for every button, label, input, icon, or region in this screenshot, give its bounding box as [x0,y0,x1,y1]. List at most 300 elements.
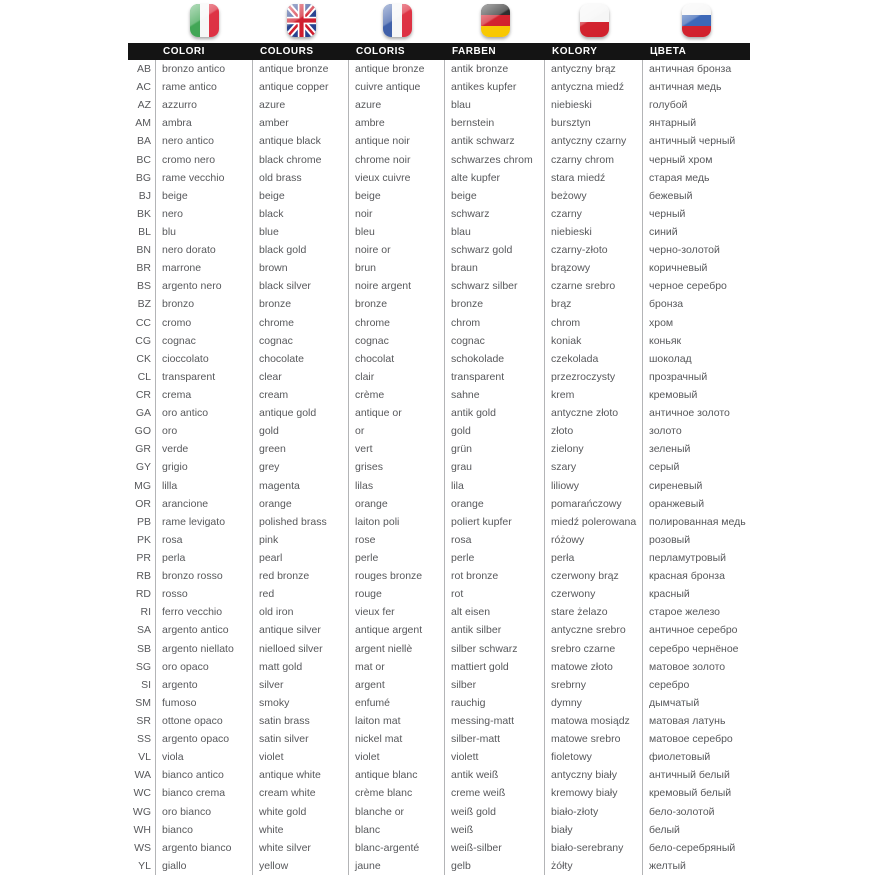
color-name-cell-english: chocolate [253,350,349,368]
color-code-cell: SA [128,621,156,639]
color-name-cell-italian: oro [156,422,253,440]
color-name-cell-polish: krem [545,386,643,404]
color-name-cell-italian: arancione [156,495,253,513]
table-row [128,60,750,78]
color-name-cell-french: noire or [349,241,445,259]
color-name-cell-french: antique noir [349,132,445,150]
flag-gloss-highlight [682,4,711,37]
color-name-cell-french: crème [349,386,445,404]
table-row [128,549,750,567]
color-name-cell-polish: matowe złoto [545,658,643,676]
color-name-cell-french: noire argent [349,277,445,295]
color-name-cell-english: antique gold [253,404,349,422]
table-row [128,223,750,241]
color-name-cell-polish: antyczna miedź [545,78,643,96]
color-name-cell-french: perle [349,549,445,567]
color-name-cell-french: orange [349,495,445,513]
color-name-cell-german: weiß-silber [445,839,545,857]
color-name-cell-polish: biały [545,821,643,839]
color-name-cell-russian: синий [649,226,678,239]
color-code-cell: OR [128,495,156,513]
color-name-cell-french: blanc-argenté [349,839,445,857]
color-name-cell-german: antikes kupfer [445,78,545,96]
color-name-cell-italian: giallo [156,857,253,875]
color-name-cell-italian: argento bianco [156,839,253,857]
table-row [128,151,750,169]
table-row [128,839,750,857]
color-name-cell-german: cognac [445,332,545,350]
color-name-cell-russian: серый [649,461,680,474]
color-name-cell-russian: античный белый [649,769,730,782]
color-name-cell-german: rot bronze [445,567,545,585]
flag-gloss-highlight [383,4,412,37]
france-flag-icon [383,4,412,37]
color-name-cell-french: ambre [349,114,445,132]
color-code-cell: RD [128,585,156,603]
color-code-cell: BK [128,205,156,223]
color-code-cell: WH [128,821,156,839]
table-row [128,440,750,458]
color-name-cell-polish: antyczne srebro [545,621,643,639]
color-name-cell-french: crème blanc [349,784,445,802]
color-code-cell: BA [128,132,156,150]
color-code-cell: CR [128,386,156,404]
color-name-cell-english: azure [253,96,349,114]
color-name-cell-polish: matowa mosiądz [545,712,643,730]
color-name-cell-russian: черный хром [649,153,713,166]
table-row [128,187,750,205]
color-name-cell-english: magenta [253,477,349,495]
color-name-cell-french: antique argent [349,621,445,639]
color-name-cell-polish: fioletowy [545,748,643,766]
color-name-cell-italian: bianco crema [156,784,253,802]
color-code-cell: BR [128,259,156,277]
color-code-cell: SR [128,712,156,730]
color-name-cell-english: black chrome [253,151,349,169]
color-name-cell-english: white silver [253,839,349,857]
color-name-cell-french: cuivre antique [349,78,445,96]
color-name-cell-german: antik schwarz [445,132,545,150]
color-code-cell: GY [128,458,156,476]
color-name-cell-italian: argento opaco [156,730,253,748]
table-row [128,114,750,132]
table-row [128,458,750,476]
color-name-cell-polish: czerwony brąz [545,567,643,585]
table-row [128,477,750,495]
color-name-cell-french: brun [349,259,445,277]
color-name-cell-russian: оранжевый [649,497,705,510]
color-name-cell-english: violet [253,748,349,766]
color-name-cell-italian: cioccolato [156,350,253,368]
color-name-cell-polish: żółty [545,857,643,875]
table-header [128,43,750,60]
color-name-cell-french: grises [349,458,445,476]
color-name-cell-polish: beżowy [545,187,643,205]
color-name-cell-french: mat or [349,658,445,676]
color-name-cell-russian: дымчатый [649,696,700,709]
color-name-cell-italian: grigio [156,458,253,476]
color-name-cell-polish: antyczny czarny [545,132,643,150]
color-name-cell-english: red bronze [253,567,349,585]
flag-gloss-highlight [580,4,609,37]
color-name-cell-polish: różowy [545,531,643,549]
color-code-cell: AZ [128,96,156,114]
color-name-cell-polish: szary [545,458,643,476]
color-name-cell-english: silver [253,676,349,694]
color-name-cell-italian: bronzo [156,295,253,313]
color-name-cell-french: lilas [349,477,445,495]
color-name-cell-german: bernstein [445,114,545,132]
flag-slot [445,4,545,37]
color-code-cell: BJ [128,187,156,205]
flag-gloss-highlight [287,4,316,37]
color-name-cell-italian: argento niellato [156,640,253,658]
color-name-cell-english: antique silver [253,621,349,639]
color-name-cell-russian: красный [649,588,690,601]
color-code-cell: PB [128,513,156,531]
color-name-cell-german: antik weiß [445,766,545,784]
color-name-cell-russian: матовое серебро [649,733,733,746]
color-name-cell-german: antik gold [445,404,545,422]
color-name-cell-english: cognac [253,332,349,350]
color-code-cell: RI [128,603,156,621]
color-name-cell-english: gold [253,422,349,440]
color-name-cell-russian: хром [649,316,674,329]
flag-slot [349,4,445,37]
color-name-cell-italian: rame vecchio [156,169,253,187]
color-name-cell-german: sahne [445,386,545,404]
flag-gloss-highlight [481,4,510,37]
color-name-cell-english: black silver [253,277,349,295]
color-code-cell: GA [128,404,156,422]
color-name-cell-russian: черное серебро [649,280,727,293]
column-header-kolory: KOLORY [552,46,598,57]
table-row [128,694,750,712]
color-name-cell-french: violet [349,748,445,766]
color-name-cell-italian: verde [156,440,253,458]
color-name-cell-german: transparent [445,368,545,386]
color-name-cell-french: rose [349,531,445,549]
color-name-cell-russian: красная бронза [649,570,725,583]
color-name-cell-polish: perła [545,549,643,567]
color-name-cell-german: violett [445,748,545,766]
color-name-cell-polish: biało-złoty [545,802,643,820]
color-code-cell: PK [128,531,156,549]
color-name-cell-polish: stara miedź [545,169,643,187]
color-name-cell-italian: oro bianco [156,802,253,820]
color-name-cell-french: blanc [349,821,445,839]
color-name-cell-polish: czarny chrom [545,151,643,169]
color-name-cell-english: white [253,821,349,839]
table-row [128,404,750,422]
germany-flag-icon [481,4,510,37]
color-name-cell-russian: античная медь [649,81,722,94]
table-row [128,314,750,332]
color-name-cell-italian: bianco antico [156,766,253,784]
color-name-cell-german: lila [445,477,545,495]
column-header-code [128,43,156,60]
color-name-cell-russian: матовая латунь [649,714,726,727]
color-name-cell-english: pearl [253,549,349,567]
color-code-cell: CG [128,332,156,350]
color-code-cell: RB [128,567,156,585]
table-row [128,603,750,621]
table-row [128,730,750,748]
color-name-cell-german: beige [445,187,545,205]
color-name-cell-russian: шоколад [649,352,692,365]
table-row [128,169,750,187]
color-name-cell-russian: старая медь [649,171,710,184]
flag-slot [156,4,253,37]
color-name-cell-english: orange [253,495,349,513]
color-name-cell-english: nielloed silver [253,640,349,658]
table-row [128,205,750,223]
color-name-cell-italian: crema [156,386,253,404]
table-row [128,712,750,730]
color-name-cell-french: antique blanc [349,766,445,784]
color-name-cell-french: cognac [349,332,445,350]
column-header-colori: COLORI [163,46,205,57]
color-name-cell-german: silber-matt [445,730,545,748]
color-code-cell: BN [128,241,156,259]
color-code-cell: BS [128,277,156,295]
color-name-cell-polish: brąz [545,295,643,313]
color-name-cell-russian: зеленый [649,443,691,456]
color-code-cell: MG [128,477,156,495]
color-name-cell-italian: nero dorato [156,241,253,259]
color-name-cell-italian: transparent [156,368,253,386]
color-name-cell-italian: oro opaco [156,658,253,676]
table-row [128,567,750,585]
color-name-cell-italian: bronzo antico [156,60,253,78]
color-name-cell-french: beige [349,187,445,205]
color-name-cell-polish: czekolada [545,350,643,368]
color-name-cell-german: alt eisen [445,603,545,621]
color-name-cell-english: antique bronze [253,60,349,78]
color-name-cell-russian: голубой [649,99,688,112]
color-name-cell-english: green [253,440,349,458]
table-row [128,259,750,277]
color-code-cell: PR [128,549,156,567]
color-name-cell-russian: античная бронза [649,63,732,76]
color-name-cell-polish: chrom [545,314,643,332]
color-name-cell-polish: czarny-złoto [545,241,643,259]
color-code-cell: SM [128,694,156,712]
color-name-cell-russian: античное серебро [649,624,738,637]
table-row [128,585,750,603]
color-name-cell-german: silber schwarz [445,640,545,658]
color-name-cell-russian: бело-серебряный [649,841,736,854]
table-row [128,132,750,150]
color-name-cell-english: yellow [253,857,349,875]
table-row [128,422,750,440]
color-name-cell-german: schokolade [445,350,545,368]
table-row [128,857,750,875]
color-name-cell-russian: сиреневый [649,479,703,492]
color-name-cell-italian: cromo nero [156,151,253,169]
color-name-cell-english: antique black [253,132,349,150]
color-name-cell-english: polished brass [253,513,349,531]
color-code-cell: SS [128,730,156,748]
color-name-cell-german: grau [445,458,545,476]
color-name-cell-german: alte kupfer [445,169,545,187]
color-name-cell-italian: argento antico [156,621,253,639]
color-name-cell-russian: желтый [649,859,686,872]
table-row [128,78,750,96]
flag-slot [643,4,750,37]
color-name-cell-italian: beige [156,187,253,205]
color-name-cell-german: antik silber [445,621,545,639]
color-name-cell-russian: прозрачный [649,370,708,383]
color-name-cell-english: black gold [253,241,349,259]
color-name-cell-italian: azzurro [156,96,253,114]
color-name-cell-french: or [349,422,445,440]
color-name-cell-french: noir [349,205,445,223]
color-name-cell-italian: fumoso [156,694,253,712]
color-name-cell-english: beige [253,187,349,205]
table-row [128,640,750,658]
color-name-cell-german: silber [445,676,545,694]
table-row [128,784,750,802]
color-name-cell-english: satin brass [253,712,349,730]
color-name-cell-russian: черно-золотой [649,244,720,257]
color-name-cell-german: rauchig [445,694,545,712]
color-name-cell-italian: bianco [156,821,253,839]
color-code-cell: BZ [128,295,156,313]
color-name-cell-russian: золото [649,425,682,438]
table-row [128,386,750,404]
table-row [128,621,750,639]
table-row [128,96,750,114]
color-code-cell: YL [128,857,156,875]
color-name-cell-polish: miedź polerowana [545,513,643,531]
color-code-cell: AC [128,78,156,96]
color-name-cell-german: mattiert gold [445,658,545,676]
color-name-cell-polish: srebro czarne [545,640,643,658]
color-name-cell-english: bronze [253,295,349,313]
color-name-cell-russian: перламутровый [649,552,727,564]
table-row [128,495,750,513]
color-name-cell-english: matt gold [253,658,349,676]
color-name-cell-french: vieux fer [349,603,445,621]
color-name-cell-polish: bursztyn [545,114,643,132]
color-code-cell: CL [128,368,156,386]
color-name-cell-english: antique white [253,766,349,784]
color-name-cell-german: gelb [445,857,545,875]
color-name-cell-polish: czarny [545,205,643,223]
color-name-cell-french: bronze [349,295,445,313]
color-name-cell-polish: liliowy [545,477,643,495]
color-name-cell-german: creme weiß [445,784,545,802]
color-name-cell-russian: античный черный [649,135,736,148]
color-name-cell-russian: матовое золото [649,660,726,673]
table-row [128,241,750,259]
color-name-cell-polish: biało-serebrany [545,839,643,857]
color-name-cell-english: antique copper [253,78,349,96]
table-row [128,277,750,295]
table-row [128,295,750,313]
color-name-cell-italian: marrone [156,259,253,277]
color-name-cell-french: nickel mat [349,730,445,748]
color-name-cell-polish: pomarańczowy [545,495,643,513]
color-name-cell-english: white gold [253,802,349,820]
color-name-cell-italian: blu [156,223,253,241]
color-name-cell-french: enfumé [349,694,445,712]
color-name-cell-german: braun [445,259,545,277]
color-name-cell-italian: nero [156,205,253,223]
color-code-cell: BC [128,151,156,169]
color-name-cell-italian: viola [156,748,253,766]
color-name-cell-italian: lilla [156,477,253,495]
color-name-cell-italian: bronzo rosso [156,567,253,585]
color-name-cell-russian: белый [649,823,680,836]
color-name-cell-english: old iron [253,603,349,621]
color-name-cell-english: black [253,205,349,223]
color-name-cell-polish: niebieski [545,223,643,241]
color-name-cell-english: red [253,585,349,603]
color-name-cell-french: chrome noir [349,151,445,169]
table-row [128,748,750,766]
color-name-cell-polish: matowe srebro [545,730,643,748]
table-row [128,766,750,784]
column-header-farben: FARBEN [452,46,497,57]
color-code-cell: BL [128,223,156,241]
color-code-cell: WA [128,766,156,784]
color-name-cell-french: laiton poli [349,513,445,531]
color-name-cell-german: weiß gold [445,802,545,820]
color-name-cell-russian: коричневый [649,262,708,275]
flag-slot [253,4,349,37]
color-name-cell-german: perle [445,549,545,567]
table-row [128,368,750,386]
color-name-cell-french: vert [349,440,445,458]
color-code-cell: SB [128,640,156,658]
color-name-cell-italian: ottone opaco [156,712,253,730]
color-name-cell-english: chrome [253,314,349,332]
column-header-coloris: COLORIS [356,46,406,57]
color-name-cell-polish: srebrny [545,676,643,694]
color-name-cell-french: jaune [349,857,445,875]
color-name-cell-german: antik bronze [445,60,545,78]
color-name-cell-french: rouges bronze [349,567,445,585]
color-name-cell-french: argent niellè [349,640,445,658]
color-name-cell-russian: фиолетовый [649,751,711,764]
color-name-cell-italian: rame levigato [156,513,253,531]
table-row [128,802,750,820]
color-name-cell-english: grey [253,458,349,476]
color-code-cell: VL [128,748,156,766]
color-name-cell-russian: серебро чернёное [649,642,739,655]
color-name-cell-italian: nero antico [156,132,253,150]
color-code-cell: AM [128,114,156,132]
color-code-cell: GR [128,440,156,458]
color-name-cell-french: azure [349,96,445,114]
color-name-cell-polish: koniak [545,332,643,350]
color-name-cell-italian: oro antico [156,404,253,422]
color-name-cell-french: blanche or [349,802,445,820]
color-name-cell-french: argent [349,676,445,694]
color-name-cell-english: blue [253,223,349,241]
flags-row [156,4,750,37]
color-name-cell-french: clair [349,368,445,386]
color-name-cell-russian: бронза [649,298,684,311]
color-name-cell-french: bleu [349,223,445,241]
color-name-cell-russian: бело-золотой [649,805,715,818]
color-name-cell-english: cream white [253,784,349,802]
color-table-body [128,60,750,875]
color-name-cell-german: rosa [445,531,545,549]
color-code-cell: CC [128,314,156,332]
